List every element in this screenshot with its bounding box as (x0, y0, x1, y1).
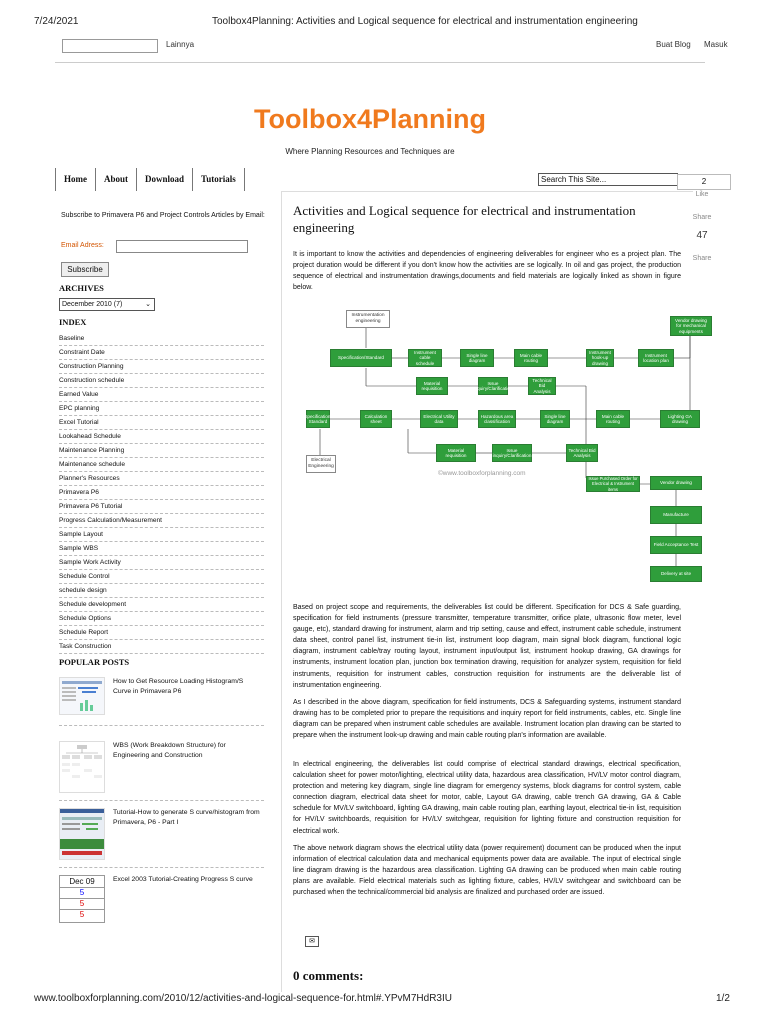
diagram-node: Instrument location plan (638, 349, 674, 367)
index-link[interactable]: Schedule Options (59, 612, 264, 626)
post-title[interactable]: Excel 2003 Tutorial-Creating Progress S curve (113, 876, 253, 883)
subscribe-button[interactable]: Subscribe (61, 262, 109, 277)
diagram-node: Instrument cable schedule (408, 349, 442, 367)
diagram-node: Lighting GA drawing (660, 410, 700, 428)
popular-posts-title: POPULAR POSTS (59, 657, 130, 667)
thumb-cell: 5 (60, 888, 104, 899)
post-intro: It is important to know the activities and dependencies of engineering deliverables for engineer who es a project plan. The project duration would be different if you don't know how the activities are se logically. In oil and gas project, the production sequence of electrical and instrumentation drawings,documents and field materials are logically linked as shown in figure below. (293, 251, 681, 292)
diagram-node: Delivery at site (650, 566, 702, 582)
diagram-node: Instrument hook-up drawing (586, 349, 614, 367)
index-link[interactable]: Primavera P6 (59, 486, 264, 500)
archive-select-value: December 2010 (7) (62, 301, 123, 308)
index-link[interactable]: Lookahead Schedule (59, 430, 264, 444)
like-button[interactable]: Like (695, 191, 709, 198)
sign-in-link[interactable]: Masuk (704, 40, 728, 49)
index-link[interactable]: Baseline (59, 332, 264, 346)
index-link[interactable]: Earned Value (59, 388, 264, 402)
diagram-node: Technical Bid Analysis (566, 444, 598, 462)
thumb-cell: 5 (79, 910, 85, 919)
electrical-engineering-node: Electrical Engineering (306, 455, 336, 473)
like-count: 2 (677, 174, 731, 190)
diagram-node: Calculation sheet (360, 410, 392, 428)
email-label: Email Adress: (61, 242, 104, 249)
index-link[interactable]: EPC planning (59, 402, 264, 416)
post-title[interactable]: WBS (Work Breakdown Structure) for Engineering and Construction (113, 742, 226, 759)
email-post-icon[interactable]: ✉ (305, 936, 319, 947)
diagram-node: Field Acceptance Test (650, 536, 702, 554)
index-link[interactable]: Construction schedule (59, 374, 264, 388)
diagram-node: Hazardous area classification (478, 410, 516, 428)
diagram-node: Electrical Utility data (420, 410, 458, 428)
index-link[interactable]: Constraint Date (59, 346, 264, 360)
nav-home[interactable]: Home (56, 168, 96, 191)
nav-download[interactable]: Download (137, 168, 193, 191)
diagram-node: Main cable routing (514, 349, 548, 367)
index-link[interactable]: Sample Work Activity (59, 556, 264, 570)
archives-title: ARCHIVES (59, 283, 104, 293)
diagram-node: Technical Bid Analysis (528, 377, 556, 395)
index-link[interactable]: Progress Calculation/Measurement (59, 514, 264, 528)
index-link[interactable]: Planner's Resources (59, 472, 264, 486)
diagram-node: Issue Purchased Order for Electrical & Instrument items (586, 476, 640, 492)
diagram-node: Issue inquiry/Clarification (478, 377, 508, 395)
print-date: 7/24/2021 (34, 16, 79, 27)
index-link[interactable]: Maintenance Planning (59, 444, 264, 458)
thumb-cell: 5 (60, 899, 104, 910)
post-title[interactable]: How to Get Resource Loading Histogram/S Curve in Primavera P6 (113, 678, 244, 695)
index-link[interactable]: Maintenance schedule (59, 458, 264, 472)
print-title: Toolbox4Planning: Activities and Logical sequence for electrical and instrumentation engineering (212, 16, 638, 27)
comments-heading: 0 comments: (293, 968, 364, 983)
index-link[interactable]: Excel Tutorial (59, 416, 264, 430)
post-paragraph: The above network diagram shows the electrical utility data (power requirement) document can be produced when the input information of electrical calculation data and mechanical equipments power data are available. The input of electrical single line diagram drawing is the hazardous area classification. Lighting GA drawing can be produced when main cable routing plans are available. Field electrical materials such as lighting fixture, cables, HV/LV switchgear and switchboard can be purchased when the technical/commercial bid analysis are finalized and purchased order are issued. (293, 845, 681, 897)
vendor-mech-node: Vendor drawing for mechanical equipments (670, 316, 712, 336)
index-link[interactable]: Schedule Control (59, 570, 264, 584)
diagram-node: Material requisition (436, 444, 476, 462)
diagram-node: Specification/Standard (330, 349, 392, 367)
share-button-2[interactable]: Share (692, 255, 712, 262)
index-link[interactable]: Sample WBS (59, 542, 264, 556)
index-link[interactable]: schedule design (59, 584, 264, 598)
share-count: 47 (696, 230, 708, 241)
post-paragraph: As I described in the above diagram, specification for field instruments, DCS & Safeguarding systems, instrument standard drawing has to be completed prior to prepare the requisitions and inquiry report for field instruments, cables, etc. Single line diagram can be prepared when instrument cable schedules are available. Instrument location plan drawing can be started to prepare when the instrument look-up drawing and main cable routing plan's information are available. (293, 699, 681, 740)
diagram-node: Single line diagram (460, 349, 494, 367)
diagram-node: Specification/ Standard (306, 410, 330, 428)
subscribe-text: Subscribe to Primavera P6 and Project Controls Articles by Email: (61, 212, 265, 219)
nav-tutorials[interactable]: Tutorials (193, 168, 245, 191)
instrumentation-engineering-node: Instrumentation engineering (346, 310, 390, 328)
diagram-node: Material requisition (416, 377, 448, 395)
index-title: INDEX (59, 317, 87, 327)
diagram-node: Vendor drawing (650, 476, 702, 490)
diagram-node: Single line diagram (540, 410, 570, 428)
print-page-number: 1/2 (716, 993, 730, 1004)
diagram-node: Manufacture (650, 506, 702, 524)
share-button[interactable]: Share (692, 214, 712, 221)
post-paragraph: In electrical engineering, the deliverables list could comprise of electrical standard drawings, electrical specification, calculation sheet for power motor/lighting, electrical utility data, hazardous area classification, HV/LV motor control diagram, protection and metering key diagram, single line diagram for emergency systems, block diagrams for control system, cable connection diagram, electrical data sheet for motor, cable, Layout GA drawing, cable trench GA drawing, GA & Cable schedule for MV/LV switchboard, lighting GA drawing, main cable routing plan, earthing layout, electrical tie-in list, requisition for HV/LV switchboards, requisition for HV/LV switchgear, requisition for lighting fixture and construction requisition for electrical work. (293, 761, 681, 835)
diagram-watermark: ©www.toolboxforplanning.com (438, 470, 526, 477)
index-link[interactable]: Sample Layout (59, 528, 264, 542)
index-link[interactable]: Task Construction (59, 640, 264, 654)
index-link[interactable]: Schedule Report (59, 626, 264, 640)
post-heading[interactable]: Activities and Logical sequence for electrical and instrumentation engineering (293, 203, 636, 235)
create-blog-link[interactable]: Buat Blog (656, 40, 691, 49)
post-title[interactable]: Tutorial-How to generate S curve/histogram from Primavera, P6 - Part I (113, 809, 260, 826)
index-link[interactable]: Construction Planning (59, 360, 264, 374)
more-link[interactable]: Lainnya (166, 40, 195, 49)
nav-about[interactable]: About (96, 168, 137, 191)
print-url: www.toolboxforplanning.com/2010/12/activities-and-logical-sequence-for.html#.YPvM7HdR3IU (34, 993, 452, 1004)
post-paragraph: Based on project scope and requirements, the deliverables list could be different. Specification for DCS & Safe guarding, specification for field instruments (pressure transmitter, temperature transmitter, orifice plate, ultrasonic flow meter, level gauge, etc), standard drawing for instrument, alarm and trip setting, cause and effect, instrument cable schedule, instrument data sheet, control panel list, instrument tie-in list, instrument loop diagram, main signal block diagram, functional logic diagram, instrument cable/tray routing layout, instrument input/output list, instrument hookup drawing, GA drawings for instruments, instrument location plan, junction box termination drawing, requisition for analyzer system, requisition for field instruments, requisition for instrument cables, construction requisition for instruments are the deliverable list of instrumentation engineering. (293, 604, 681, 689)
site-logo[interactable]: Toolbox4Planning (254, 104, 486, 134)
diagram-node: Main cable routing (596, 410, 630, 428)
site-search-input[interactable]: Search This Site... (538, 173, 678, 186)
index-link[interactable]: Primavera P6 Tutorial (59, 500, 264, 514)
thumb-header: Dec 09 (60, 876, 104, 888)
index-link[interactable]: Schedule development (59, 598, 264, 612)
diagram-node: Issue inquiry/Clarification (492, 444, 532, 462)
site-tagline: Where Planning Resources and Techniques are (285, 147, 455, 156)
chevron-down-icon: ⌄ (145, 301, 151, 308)
